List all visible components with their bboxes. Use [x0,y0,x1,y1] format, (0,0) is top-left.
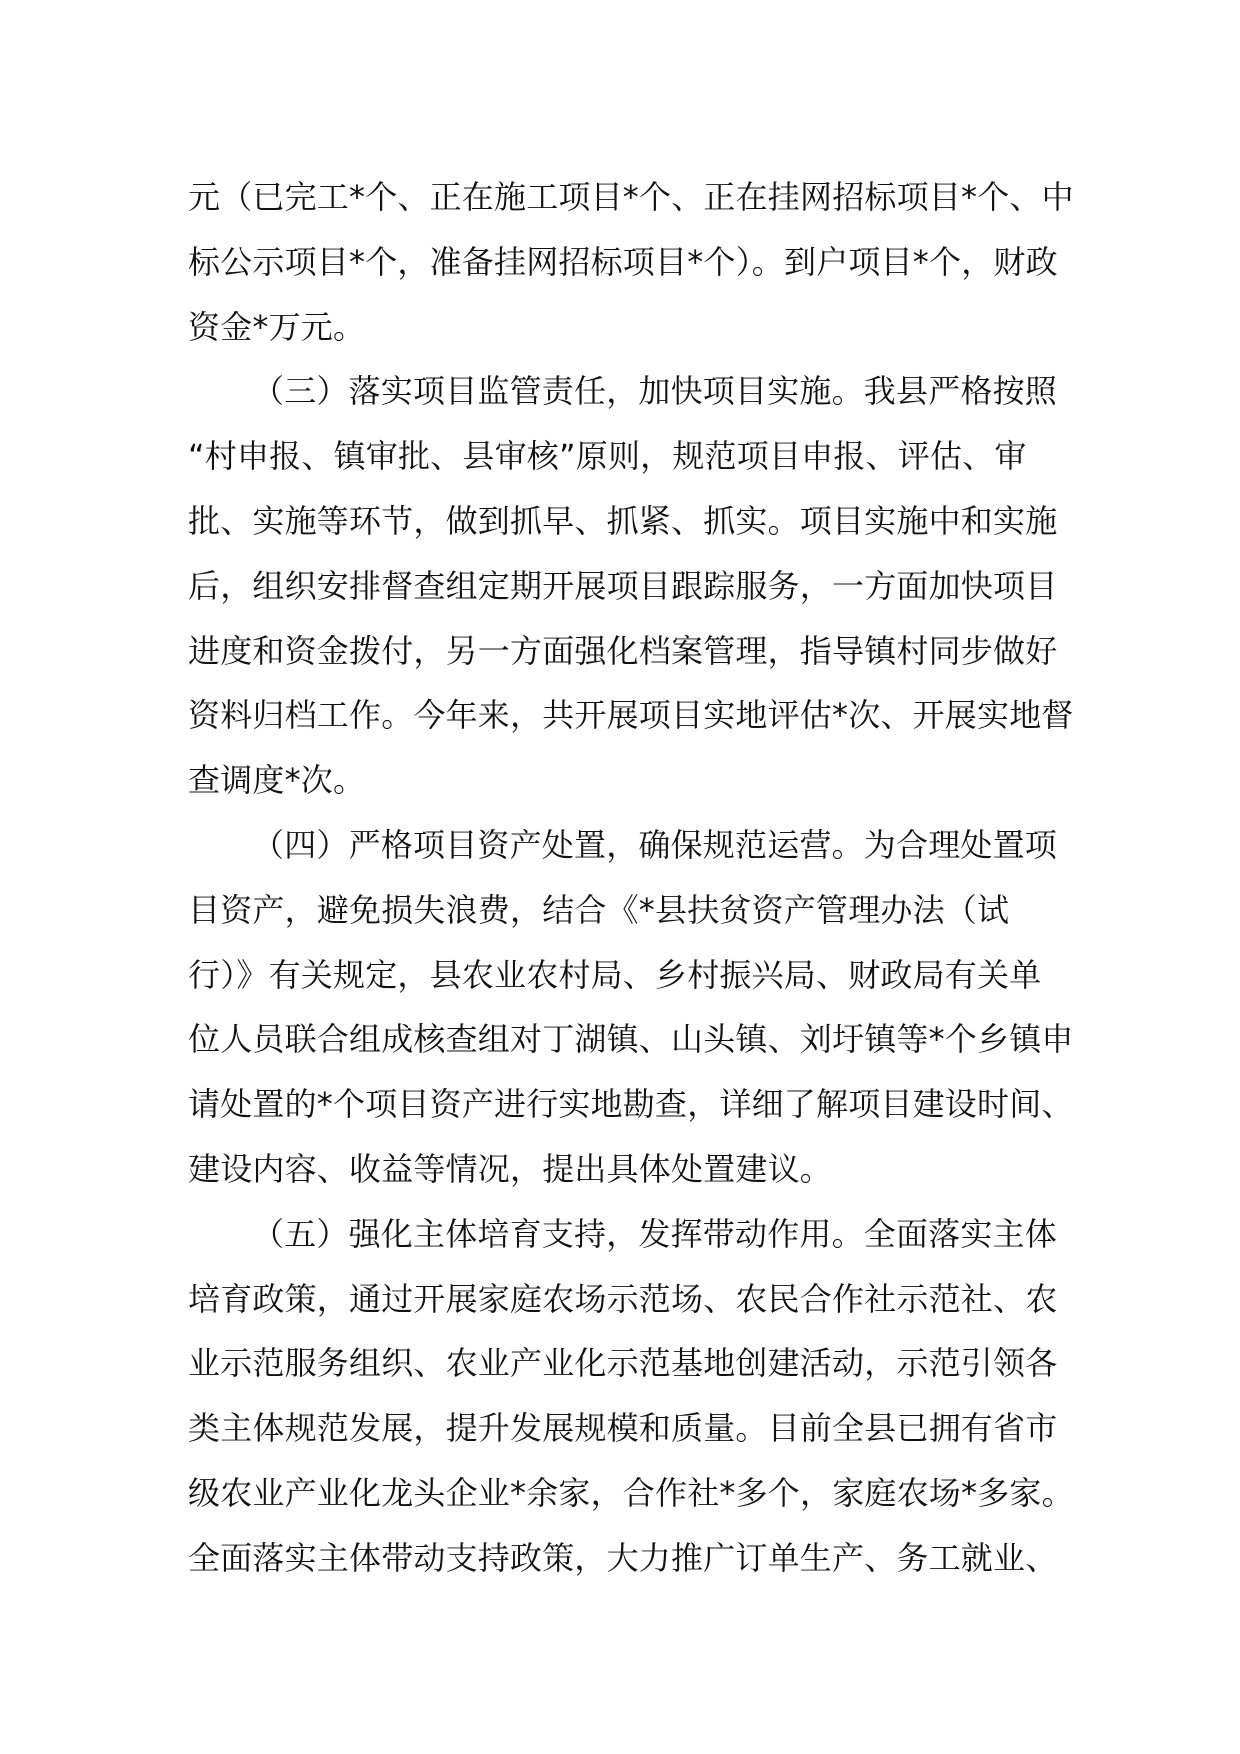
text-line: 资料归档工作。今年来，共开展项目实地评估*次、开展实地督 [188,696,1074,735]
text-line: 建设内容、收益等情况，提出具体处置建议。 [188,1149,833,1188]
text-line: 行）》有关规定，县农业农村局、乡村振兴局、财政局有关单 [188,955,1042,994]
text-line: 进度和资金拨付，另一方面强化档案管理，指导镇村同步做好 [188,631,1058,670]
text-line: 资金*万元。 [188,307,366,346]
text-line: 后，组织安排督查组定期开展项目跟踪服务，一方面加快项目 [188,566,1058,605]
text-line: 类主体规范发展，提升发展规模和质量。目前全县已拥有省市 [188,1409,1058,1448]
text-line: 全面落实主体带动支持政策，大力推广订单生产、务工就业、 [188,1538,1058,1577]
text-line: 级农业产业化龙头企业*余家，合作社*多个，家庭农场*多家。 [188,1473,1074,1512]
text-line: 目资产，避免损失浪费，结合《*县扶贫资产管理办法（试 [188,890,1010,929]
section-heading-line: （五）强化主体培育支持，发挥带动作用。全面落实主体 [252,1214,1058,1253]
text-line: 业示范服务组织、农业产业化示范基地创建活动，示范引领各 [188,1344,1058,1383]
section-heading-line: （四）严格项目资产处置，确保规范运营。为合理处置项 [252,825,1058,864]
text-line: 请处置的*个项目资产进行实地勘查，详细了解项目建设时间、 [188,1085,1074,1124]
text-line: 批、实施等环节，做到抓早、抓紧、抓实。项目实施中和实施 [188,501,1058,540]
text-line: 元（已完工*个、正在施工项目*个、正在挂网招标项目*个、中 [188,178,1074,216]
body-text [188,165,1074,1591]
text-line: 培育政策，通过开展家庭农场示范场、农民合作社示范社、农 [188,1279,1058,1318]
text-line: 位人员联合组成核查组对丁湖镇、山头镇、刘圩镇等*个乡镇申 [188,1020,1074,1059]
section-heading-line: （三）落实项目监管责任，加快项目实施。我县严格按照 [252,372,1058,411]
text-line: 查调度*次。 [188,761,366,800]
text-line: 标公示项目*个，准备挂网招标项目*个）。到户项目*个，财政 [188,242,1058,281]
text-line: “村申报、镇审批、县审核”原则，规范项目申报、评估、审 [188,437,1027,476]
